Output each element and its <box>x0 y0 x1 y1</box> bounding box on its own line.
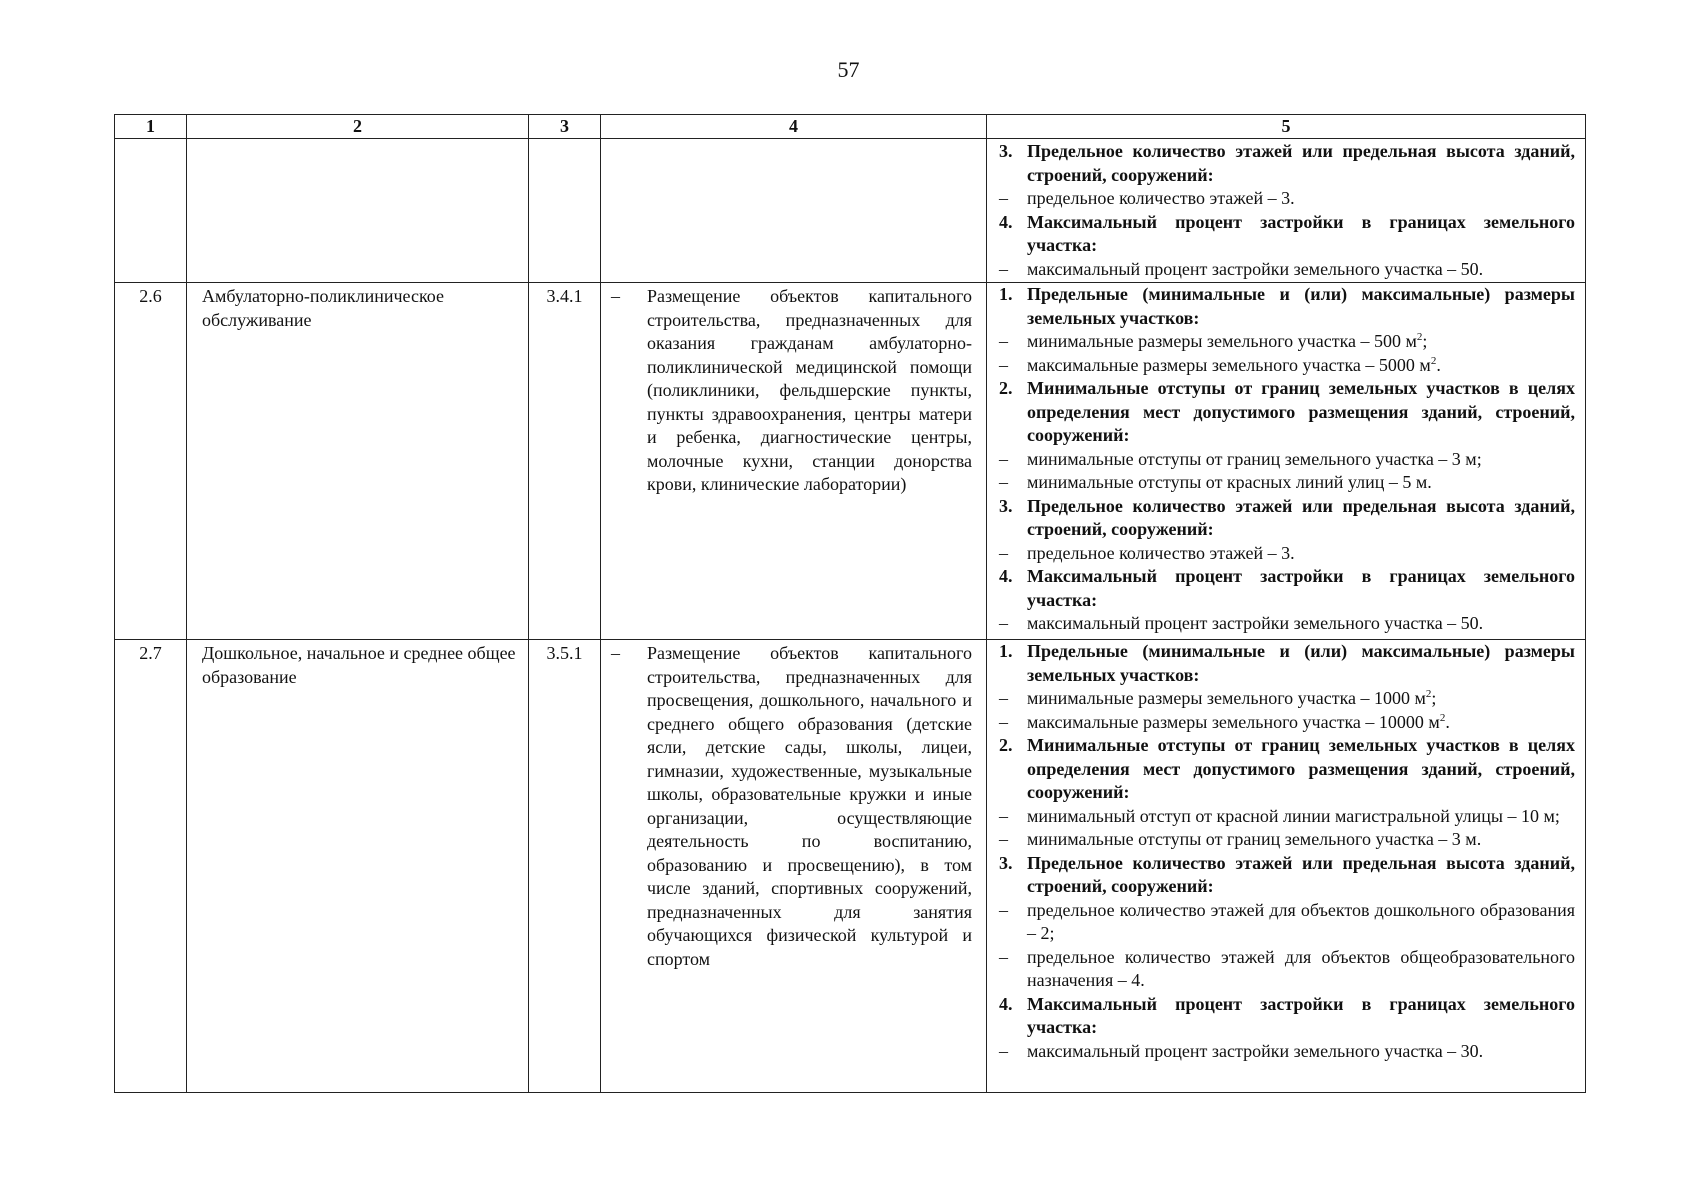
parameters-cell <box>987 283 1586 640</box>
parameter-item <box>999 612 1575 636</box>
unit-superscript: 2 <box>1430 354 1437 367</box>
parameter-text-main: максимальные размеры земельного участка – 5000 м <box>1027 354 1431 375</box>
parameter-item <box>999 687 1575 711</box>
heading-number: 3. <box>999 852 1013 873</box>
dash-marker: – <box>999 899 1008 920</box>
land-use-name: Амбулаторно-поликлиническое обслуживание <box>187 283 529 640</box>
parameter-text-main: минимальный отступ от красной линии магистральной улицы – 10 м; <box>1027 805 1560 826</box>
parameter-heading <box>999 852 1575 899</box>
header-col-2: 2 <box>187 115 529 139</box>
parameter-text-main: Предельные (минимальные и (или) максимальные) размеры земельных участков: <box>1027 641 1575 685</box>
parameter-item <box>999 330 1575 354</box>
description-text: Размещение объектов капитального строительства, предназначенных для оказания гражданам амбулаторно-поликлинической медицинской помощи (поликлиники, фельдшерские пункты, пункты здравоохранения, центры матери и ребенка, диагностические центры, молочные кухни, станции донорства крови, клинические лаборатории) <box>647 286 972 494</box>
parameter-text-main: Минимальные отступы от границ земельных участков в целях определения мест допустимого размещения зданий, строений, сооружений: <box>1027 735 1575 802</box>
parameter-text-main: минимальные отступы от красных линий улиц – 5 м. <box>1027 472 1432 492</box>
unit-superscript: 2 <box>1439 711 1446 724</box>
table-header-row <box>115 115 1586 139</box>
parameter-item <box>999 448 1575 472</box>
parameter-text-main: максимальный процент застройки земельного участка – 50. <box>1027 258 1484 279</box>
parameter-text <box>1027 448 1575 472</box>
parameters-cell <box>987 139 1586 283</box>
parameter-text-main: минимальные отступы от границ земельного участка – 3 м; <box>1027 448 1482 469</box>
parameter-text <box>1027 471 1575 495</box>
parameter-text <box>1027 1040 1575 1064</box>
parameter-text <box>1027 354 1575 378</box>
row-number: 2.7 <box>115 640 187 1093</box>
parameter-text-tail: . <box>1436 354 1441 375</box>
parameter-text <box>1027 495 1575 542</box>
parameter-text-main: предельное количество этажей – 3. <box>1027 542 1295 563</box>
parameter-text-main: Предельное количество этажей или предельная высота зданий, строений, сооружений: <box>1027 141 1575 185</box>
dash-marker: – <box>999 1040 1008 1061</box>
parameter-heading <box>999 734 1575 805</box>
land-use-name <box>187 139 529 283</box>
parameter-text-main: предельное количество этажей – 3. <box>1027 188 1295 208</box>
parameter-text <box>1027 187 1575 211</box>
parameter-heading <box>999 283 1575 330</box>
parameter-heading <box>999 211 1575 258</box>
description-text: Размещение объектов капитального строительства, предназначенных для просвещения, дошкольного, начального и среднего общего образования (детские ясли, детские сады, школы, лицеи, гимназии, художественные, музыкальные школы, образовательные кружки и иные организации, осуществляющие деятельность по воспитанию, образованию и просвещению), в том числе зданий, спортивных сооружений, предназначенных для занятия обучающихся физической культурой и спортом <box>647 643 972 969</box>
parameter-text <box>1027 565 1575 612</box>
dash-marker: – <box>999 829 1008 849</box>
parameter-item <box>999 258 1575 282</box>
parameter-text <box>1027 805 1575 829</box>
parameter-text-tail: ; <box>1422 331 1428 351</box>
parameter-text-main: предельное количество этажей для объектов общеобразовательного назначения – 4. <box>1027 946 1575 990</box>
parameter-text <box>1027 946 1575 993</box>
heading-number: 4. <box>999 566 1013 586</box>
parameter-heading <box>999 495 1575 542</box>
heading-number: 4. <box>999 211 1013 232</box>
parameter-text <box>1027 828 1575 852</box>
parameter-text <box>1027 258 1575 282</box>
dash-marker: – <box>999 188 1008 208</box>
parameter-text-main: Предельное количество этажей или предельная высота зданий, строений, сооружений: <box>1027 495 1575 539</box>
table-row <box>115 640 1586 1093</box>
parameter-heading <box>999 640 1575 687</box>
parameter-text <box>1027 140 1575 187</box>
parameter-item <box>999 354 1575 378</box>
row-number <box>115 139 187 283</box>
header-col-5: 5 <box>987 115 1586 139</box>
dash-marker: – <box>999 613 1008 633</box>
row-number: 2.6 <box>115 283 187 640</box>
parameter-heading <box>999 565 1575 612</box>
parameter-text-main: максимальный процент застройки земельного участка – 30. <box>1027 1040 1484 1061</box>
parameter-text-main: максимальные размеры земельного участка – 10000 м <box>1027 711 1440 732</box>
heading-number: 3. <box>999 141 1013 161</box>
parameter-item <box>999 899 1575 946</box>
parameter-text <box>1027 852 1575 899</box>
dash-marker: – <box>999 688 1008 708</box>
dash-marker: – <box>611 643 620 663</box>
header-col-4: 4 <box>601 115 987 139</box>
parameter-text-tail: ; <box>1431 688 1437 708</box>
land-use-code: 3.4.1 <box>529 283 601 640</box>
dash-marker: – <box>999 448 1008 469</box>
parameter-text <box>1027 711 1575 735</box>
parameter-text-main: Предельные (минимальные и (или) максимальные) размеры земельных участков: <box>1027 284 1575 328</box>
dash-marker: – <box>999 711 1008 732</box>
parameter-text <box>1027 899 1575 946</box>
dash-marker: – <box>999 946 1008 967</box>
parameter-heading <box>999 993 1575 1040</box>
parameter-text <box>1027 211 1575 258</box>
dash-marker: – <box>999 805 1008 826</box>
parameter-text-main: минимальные размеры земельного участка – 1000 м <box>1027 688 1426 708</box>
dash-marker: – <box>611 286 620 306</box>
dash-marker: – <box>999 258 1008 279</box>
header-col-3: 3 <box>529 115 601 139</box>
parameter-text-main: Предельное количество этажей или предельная высота зданий, строений, сооружений: <box>1027 852 1575 896</box>
parameter-text <box>1027 330 1575 354</box>
parameter-text-tail: . <box>1445 711 1450 732</box>
parameter-text <box>1027 542 1575 566</box>
parameter-text-main: Максимальный процент застройки в границах земельного участка: <box>1027 566 1575 610</box>
table-row <box>115 139 1586 283</box>
parameter-text-main: предельное количество этажей для объектов дошкольного образования – 2; <box>1027 899 1575 943</box>
heading-number: 1. <box>999 284 1013 304</box>
parameter-text-main: Минимальные отступы от границ земельных участков в целях определения мест допустимого размещения зданий, строений, сооружений: <box>1027 378 1575 445</box>
parameter-text-main: Максимальный процент застройки в границах земельного участка: <box>1027 211 1575 255</box>
parameter-item <box>999 542 1575 566</box>
parameter-text <box>1027 687 1575 711</box>
parameter-heading <box>999 377 1575 448</box>
parameter-text-main: максимальный процент застройки земельного участка – 50. <box>1027 613 1484 633</box>
parameter-item <box>999 946 1575 993</box>
land-use-name: Дошкольное, начальное и среднее общее образование <box>187 640 529 1093</box>
heading-number: 2. <box>999 378 1013 398</box>
parameter-item <box>999 711 1575 735</box>
land-use-code: 3.5.1 <box>529 640 601 1093</box>
heading-number: 2. <box>999 735 1013 755</box>
parameter-item <box>999 828 1575 852</box>
parameter-item <box>999 805 1575 829</box>
land-use-code <box>529 139 601 283</box>
parameter-text <box>1027 734 1575 805</box>
parameter-text <box>1027 640 1575 687</box>
heading-number: 3. <box>999 495 1013 516</box>
parameter-text <box>1027 993 1575 1040</box>
parameter-text-main: минимальные отступы от границ земельного участка – 3 м. <box>1027 829 1482 849</box>
table-row <box>115 283 1586 640</box>
parameter-item <box>999 471 1575 495</box>
page-number: 57 <box>837 57 860 82</box>
dash-marker: – <box>999 542 1008 563</box>
parameter-item <box>999 1040 1575 1064</box>
regulations-table <box>114 114 1586 1093</box>
land-use-description <box>601 283 987 640</box>
heading-number: 4. <box>999 993 1013 1014</box>
header-col-1: 1 <box>115 115 187 139</box>
parameter-text-main: Максимальный процент застройки в границах земельного участка: <box>1027 993 1575 1037</box>
dash-marker: – <box>999 331 1008 351</box>
unit-superscript: 2 <box>1425 688 1432 700</box>
dash-marker: – <box>999 354 1008 375</box>
parameter-item <box>999 187 1575 211</box>
parameter-text <box>1027 283 1575 330</box>
parameter-text <box>1027 377 1575 448</box>
heading-number: 1. <box>999 641 1013 661</box>
dash-marker: – <box>999 472 1008 492</box>
parameters-cell <box>987 640 1586 1093</box>
parameter-text <box>1027 612 1575 636</box>
land-use-description <box>601 139 987 283</box>
land-use-description <box>601 640 987 1093</box>
parameter-text-main: минимальные размеры земельного участка – 500 м <box>1027 331 1417 351</box>
unit-superscript: 2 <box>1416 331 1423 343</box>
parameter-heading <box>999 140 1575 187</box>
